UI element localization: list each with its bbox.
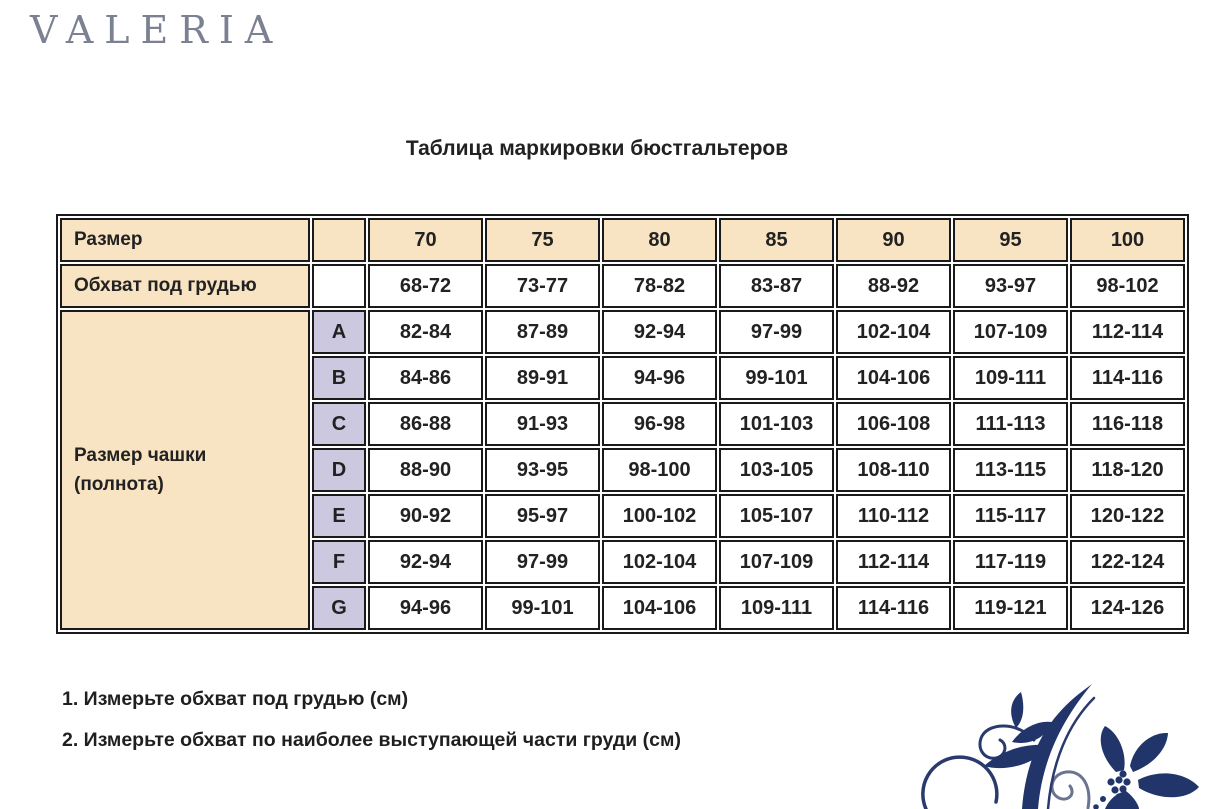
bust-value: 124-126 [1070, 586, 1185, 630]
bust-value: 122-124 [1070, 540, 1185, 584]
bust-value: 117-119 [953, 540, 1068, 584]
band-size-header: 100 [1070, 218, 1185, 262]
bust-value: 99-101 [485, 586, 600, 630]
bust-value: 92-94 [602, 310, 717, 354]
bust-value: 87-89 [485, 310, 600, 354]
bra-size-table [56, 214, 1189, 634]
band-size-header: 95 [953, 218, 1068, 262]
table-row-size [60, 218, 1185, 262]
band-size-header: 70 [368, 218, 483, 262]
bust-value: 120-122 [1070, 494, 1185, 538]
bust-value: 97-99 [485, 540, 600, 584]
empty-cell [312, 218, 366, 262]
bust-value: 115-117 [953, 494, 1068, 538]
underbust-value: 73-77 [485, 264, 600, 308]
band-size-header: 90 [836, 218, 951, 262]
cup-letter: F [312, 540, 366, 584]
bust-value: 82-84 [368, 310, 483, 354]
bust-value: 94-96 [368, 586, 483, 630]
bust-value: 92-94 [368, 540, 483, 584]
band-size-header: 75 [485, 218, 600, 262]
underbust-row-label: Обхват под грудью [60, 264, 310, 308]
band-size-header: 80 [602, 218, 717, 262]
underbust-value: 78-82 [602, 264, 717, 308]
bust-value: 109-111 [953, 356, 1068, 400]
floral-swirl-icon [920, 680, 1210, 809]
bust-value: 114-116 [836, 586, 951, 630]
measuring-instructions [62, 688, 681, 770]
bust-value: 106-108 [836, 402, 951, 446]
bust-value: 111-113 [953, 402, 1068, 446]
bust-value: 101-103 [719, 402, 834, 446]
cup-section-label: Размер чашки (полнота) [60, 310, 310, 630]
bust-value: 107-109 [953, 310, 1068, 354]
bust-value: 88-90 [368, 448, 483, 492]
bust-value: 108-110 [836, 448, 951, 492]
underbust-value: 83-87 [719, 264, 834, 308]
band-size-header: 85 [719, 218, 834, 262]
bust-value: 109-111 [719, 586, 834, 630]
instruction-step-1: 1. Измерьте обхват под грудью (см) [62, 688, 409, 710]
bust-value: 116-118 [1070, 402, 1185, 446]
bust-value: 107-109 [719, 540, 834, 584]
bust-value: 96-98 [602, 402, 717, 446]
bust-value: 110-112 [836, 494, 951, 538]
bust-value: 100-102 [602, 494, 717, 538]
bust-value: 86-88 [368, 402, 483, 446]
bust-value: 103-105 [719, 448, 834, 492]
bust-value: 105-107 [719, 494, 834, 538]
size-table-container [56, 214, 1189, 634]
bust-value: 89-91 [485, 356, 600, 400]
bust-value: 95-97 [485, 494, 600, 538]
bust-value: 84-86 [368, 356, 483, 400]
instruction-step-2: 2. Измерьте обхват по наиболее выступающей части груди (см) [62, 729, 681, 751]
underbust-value: 98-102 [1070, 264, 1185, 308]
size-row-label: Размер [60, 218, 310, 262]
bust-value: 118-120 [1070, 448, 1185, 492]
cup-letter: B [312, 356, 366, 400]
bust-value: 119-121 [953, 586, 1068, 630]
bust-value: 112-114 [836, 540, 951, 584]
underbust-value: 88-92 [836, 264, 951, 308]
bust-value: 104-106 [602, 586, 717, 630]
cup-letter: E [312, 494, 366, 538]
bust-value: 104-106 [836, 356, 951, 400]
bust-value: 94-96 [602, 356, 717, 400]
cup-letter: C [312, 402, 366, 446]
cup-letter: A [312, 310, 366, 354]
bust-value: 112-114 [1070, 310, 1185, 354]
cup-letter: D [312, 448, 366, 492]
underbust-value: 68-72 [368, 264, 483, 308]
bust-value: 102-104 [602, 540, 717, 584]
empty-cell [312, 264, 366, 308]
bust-value: 91-93 [485, 402, 600, 446]
bust-value: 93-95 [485, 448, 600, 492]
bust-value: 102-104 [836, 310, 951, 354]
bust-value: 90-92 [368, 494, 483, 538]
table-row-cup-a [60, 310, 1185, 354]
bust-value: 97-99 [719, 310, 834, 354]
brand-logo: VALERIA [30, 8, 284, 52]
bust-value: 114-116 [1070, 356, 1185, 400]
bust-value: 98-100 [602, 448, 717, 492]
underbust-value: 93-97 [953, 264, 1068, 308]
cup-letter: G [312, 586, 366, 630]
bust-value: 113-115 [953, 448, 1068, 492]
page-title: Таблица маркировки бюстгальтеров [405, 137, 789, 160]
bust-value: 99-101 [719, 356, 834, 400]
table-row-underbust [60, 264, 1185, 308]
